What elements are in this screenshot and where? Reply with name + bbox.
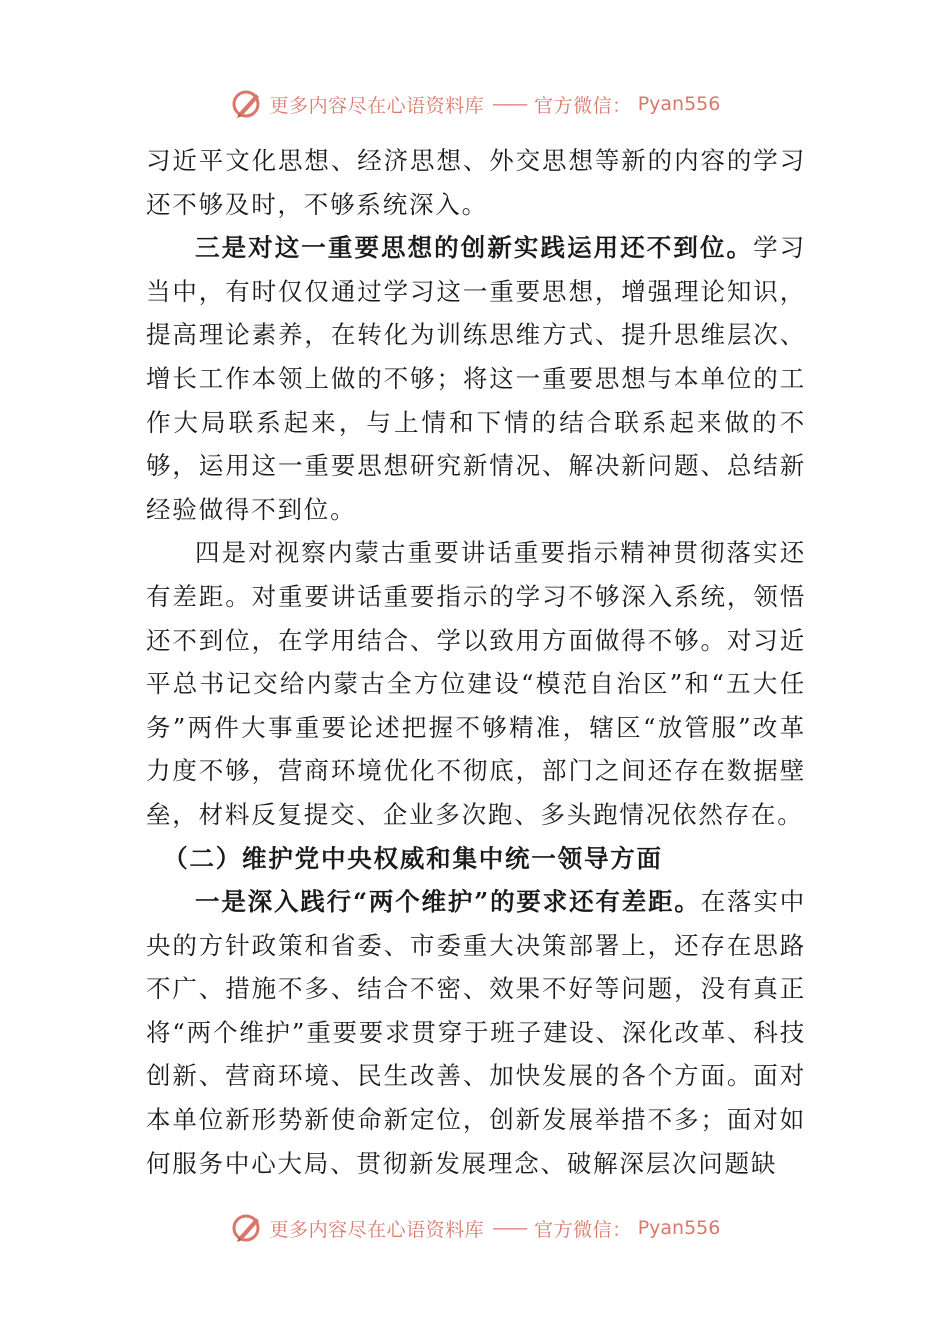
- paragraph-1-text: 习近平文化思想、经济思想、外交思想等新的内容的学习还不够及时，不够系统深入。: [146, 146, 806, 219]
- paragraph-2-lead: 三是对这一重要思想的创新实践运用还不到位。: [195, 233, 754, 263]
- watermark-code: Pyan556: [637, 1217, 721, 1239]
- watermark-code: Pyan556: [637, 93, 721, 115]
- section-heading: （二）维护党中央权威和集中统一领导方面: [163, 843, 663, 873]
- watermark-site: 更多内容尽在心语资料库: [269, 94, 485, 117]
- document-body: [146, 139, 806, 1185]
- watermark-dash: ——: [492, 1217, 527, 1239]
- paragraph-2-text: 学习当中，有时仅仅通过学习这一重要思想，增强理论知识，提高理论素养，在转化为训练思维方式、提升思维层次、增长工作本领上做的不够；将这一重要思想与本单位的工作大局联系起来，与上情和下情的结合联系起来做的不够，运用这一重要思想研究新情况、解决新问题、总结新经验做得不到位。: [146, 233, 806, 524]
- watermark-label: 官方微信：: [534, 1218, 632, 1241]
- paragraph-4-text: 在落实中央的方针政策和省委、市委重大决策部署上，还存在思路不广、措施不多、结合不密、效果不好等问题，没有真正将“两个维护”重要要求贯穿于班子建设、深化改革、科技创新、营商环境、民生改善、加快发展的各个方面。面对本单位新形势新使命新定位，创新发展举措不多；面对如何服务中心大局、贯彻新发展理念、破解深层次问题缺: [146, 887, 806, 1178]
- paragraph-1: [146, 139, 806, 226]
- paragraph-4: [146, 880, 806, 1185]
- pen-logo-icon: [230, 87, 264, 121]
- watermark-dash: ——: [492, 93, 527, 115]
- header-watermark: [0, 84, 950, 124]
- paragraph-4-lead: 一是深入践行“两个维护”的要求还有差距。: [195, 887, 701, 917]
- pen-logo-icon: [230, 1211, 264, 1245]
- watermark-site: 更多内容尽在心语资料库: [269, 1218, 485, 1241]
- footer-watermark: [0, 1208, 950, 1248]
- paragraph-2: [146, 226, 806, 531]
- paragraph-3: [146, 531, 806, 836]
- watermark-label: 官方微信：: [534, 94, 632, 117]
- paragraph-3-text: 四是对视察内蒙古重要讲话重要指示精神贯彻落实还有差距。对重要讲话重要指示的学习不够深入系统，领悟还不到位，在学用结合、学以致用方面做得不够。对习近平总书记交给内蒙古全方位建设“模范自治区”和“五大任务”两件大事重要论述把握不够精准，辖区“放管服”改革力度不够，营商环境优化不彻底，部门之间还存在数据壁垒，材料反复提交、企业多次跑、多头跑情况依然存在。: [146, 538, 806, 829]
